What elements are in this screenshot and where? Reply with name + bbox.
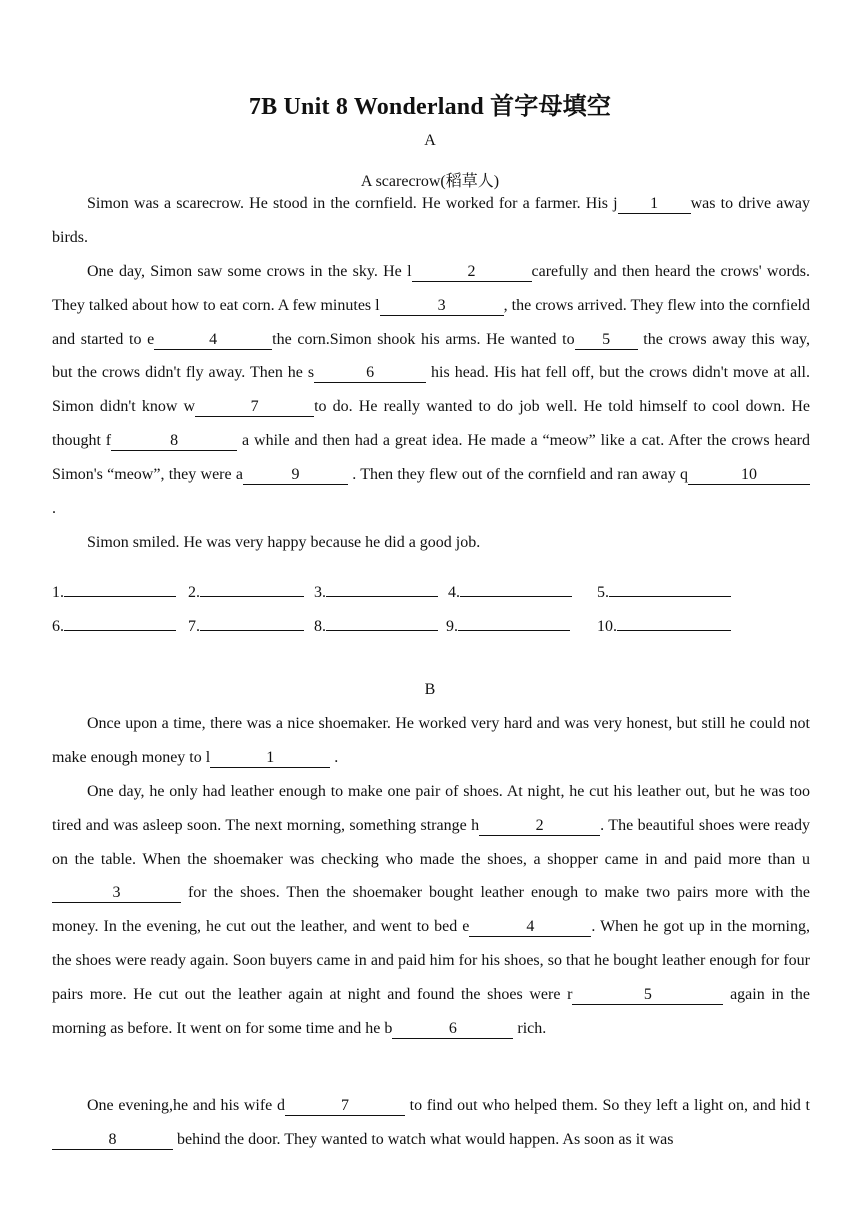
answer-line[interactable]: 8. <box>314 614 438 636</box>
blank-b7[interactable]: 7 <box>285 1097 405 1116</box>
blank-a9[interactable]: 9 <box>243 466 348 485</box>
blank-b4[interactable]: 4 <box>469 918 591 937</box>
page-title: 7B Unit 8 Wonderland 首字母填空 <box>248 94 612 120</box>
blank-a6[interactable]: 6 <box>314 364 426 383</box>
blank-b3[interactable]: 3 <box>52 884 181 903</box>
answer-line[interactable]: 4. <box>448 580 572 602</box>
answer-line[interactable]: 2. <box>188 580 304 602</box>
answer-line[interactable]: 1. <box>52 580 176 602</box>
answer-line[interactable]: 9. <box>446 614 570 636</box>
section-a-label: A <box>424 132 436 149</box>
section-b-paragraph-3: One evening,he and his wife d 7 to find out who helped them. So they left a light on, and hid t8 behind the door. They wanted to watch what would happen. As soon as it was <box>52 1089 810 1157</box>
blank-b2[interactable]: 2 <box>479 817 600 836</box>
section-a-paragraph-3: Simon smiled. He was very happy because he did a good job. <box>87 534 481 551</box>
answer-line[interactable]: 3. <box>314 580 438 602</box>
answer-line[interactable]: 6. <box>52 614 176 636</box>
section-b-label: B <box>424 681 436 698</box>
blank-a1[interactable]: 1 <box>618 195 691 214</box>
blank-a7[interactable]: 7 <box>195 398 314 417</box>
answer-line[interactable]: 5. <box>597 580 731 602</box>
section-b-paragraph-2: One day, he only had leather enough to make one pair of shoes. At night, he cut his leather out, but he was too tired and was asleep soon. The next morning, something strange h 2 . The beautiful shoes were ready on the table. When the shoemaker was checking who made the shoes, a shopper came in and paid more than u3 for the shoes. Then the shoemaker bought leather enough to make two pairs more with the money. In the evening, he cut out the leather, and went to bed e 4 . When he got up in the morning, the shoes were ready again. Soon buyers came in and paid him for his shoes, so that he bought leather enough for four pairs more. He cut out the leather again at night and found the shoes were r 5 again in the morning as before. It went on for some time and he b 6 rich. <box>52 783 811 1037</box>
answer-line[interactable]: 7. <box>188 614 304 636</box>
blank-a10[interactable]: 10 <box>688 466 810 485</box>
section-a-paragraph-2: One day, Simon saw some crows in the sky. He l 2 carefully and then heard the crows' words. They talked about how to eat corn. A few minutes l 3 , the crows arrived. They flew into the cornfield and started to e 4 the corn.Simon shook his arms. He wanted to 5 the crows away this way, but the crows didn't fly away. Then he s 6 his head. His hat fell off, but the crows didn't move at all. Simon didn't know w 7 to do. He really wanted to do job well. He told himself to cool down. He thought f 8 a while and then had a great idea. He made a “meow” like a cat. After the crows heard Simon's “meow”, they were a 9 . Then they flew out of the cornfield and ran away q 10 . <box>52 263 811 517</box>
blank-a8[interactable]: 8 <box>111 432 237 451</box>
blank-b6[interactable]: 6 <box>392 1020 513 1039</box>
blank-b8[interactable]: 8 <box>52 1131 173 1150</box>
section-a-paragraph-1: Simon was a scarecrow. He stood in the cornfield. He worked for a farmer. His j 1 was to drive away birds. <box>52 195 810 246</box>
blank-a3[interactable]: 3 <box>380 297 504 316</box>
blank-a5[interactable]: 5 <box>575 331 638 350</box>
blank-b5[interactable]: 5 <box>572 986 723 1005</box>
blank-b1[interactable]: 1 <box>210 749 330 768</box>
section-a-subtitle: A scarecrow(稻草人) <box>360 173 500 190</box>
answer-line[interactable]: 10. <box>597 614 731 636</box>
blank-a2[interactable]: 2 <box>412 263 532 282</box>
blank-a4[interactable]: 4 <box>154 331 272 350</box>
section-b-paragraph-1: Once upon a time, there was a nice shoemaker. He worked very hard and was very honest, but still he could not make enough money to l 1 . <box>52 715 810 766</box>
